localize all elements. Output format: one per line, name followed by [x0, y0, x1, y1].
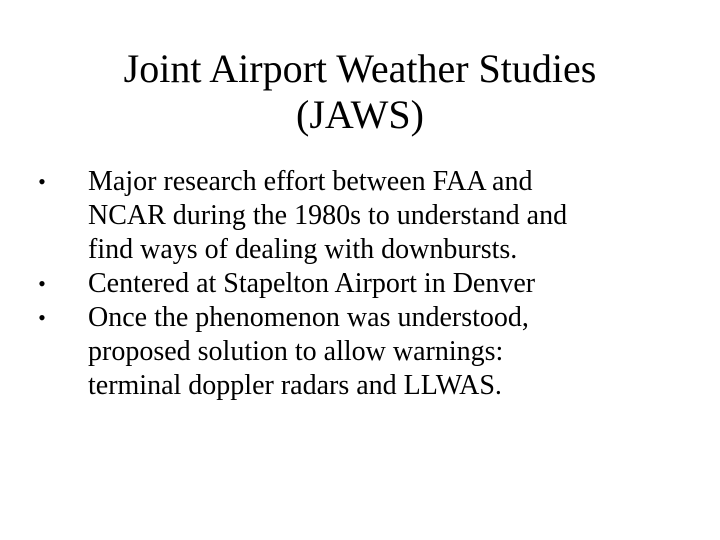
bullet-1-line-3: find ways of dealing with downbursts.	[88, 234, 518, 265]
bullet-1-line-1: Major research effort between FAA and	[88, 166, 533, 197]
bullet-3-line-2: proposed solution to allow warnings:	[88, 336, 504, 367]
bullet-3-line-3: terminal doppler radars and LLWAS.	[88, 370, 502, 401]
slide-title	[60, 46, 660, 138]
bullet-marker-3: •	[38, 305, 46, 330]
slide-title-line-2: (JAWS)	[296, 92, 424, 137]
bullet-2-line-1: Centered at Stapelton Airport in Denver	[88, 268, 536, 299]
slide-title-line-1: Joint Airport Weather Studies	[123, 46, 597, 91]
bullet-3-line-1: Once the phenomenon was understood,	[88, 302, 529, 333]
bullet-1-line-2: NCAR during the 1980s to understand and	[88, 200, 568, 231]
bullet-marker-2: •	[38, 271, 46, 296]
bullet-item-2	[32, 267, 672, 301]
bullet-item-3	[32, 301, 672, 403]
bullet-marker-1: •	[38, 169, 46, 194]
bullet-list	[32, 165, 672, 403]
bullet-item-1	[32, 165, 672, 267]
